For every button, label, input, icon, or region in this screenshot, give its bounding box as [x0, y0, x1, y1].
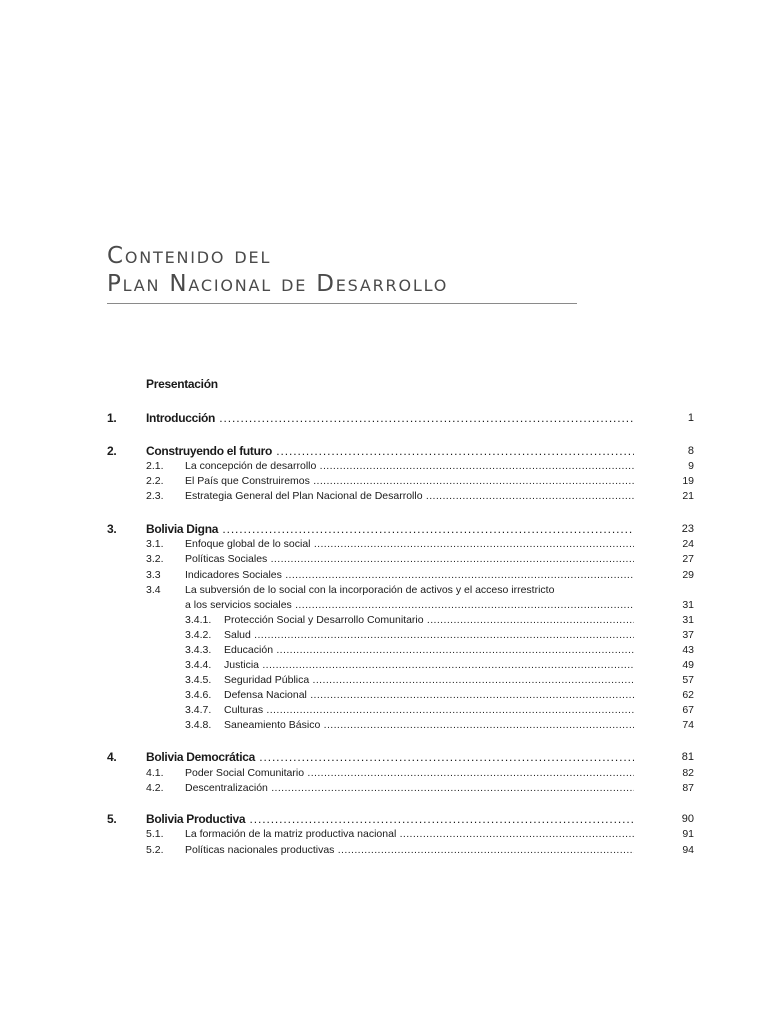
toc-entry-number: 5.: [107, 812, 117, 826]
toc-entry-title: Saneamiento Básico .....: [224, 718, 634, 733]
toc-entry-title: Bolivia Productiva .....: [146, 812, 634, 827]
toc-entry-page: 31: [682, 614, 694, 626]
toc-entry-title: Indicadores Sociales .....: [185, 568, 634, 583]
toc-entry-page: 8: [687, 445, 694, 457]
toc-entry-number: 3.4.3.: [185, 644, 212, 656]
title-line-2: Plan Nacional de Desarrollo: [107, 271, 449, 297]
toc-entry-page: 27: [682, 553, 694, 565]
toc-entry-title: La concepción de desarrollo .....: [185, 459, 634, 474]
title-line-1: Contenido del: [107, 243, 272, 269]
toc-entry-title: Bolivia Democrática .....: [146, 750, 634, 765]
toc-entry-title: Seguridad Pública .....: [224, 673, 634, 688]
toc-entry-page: 94: [682, 844, 694, 856]
toc-entry-page: 81: [681, 751, 694, 763]
toc-entry-page: 49: [682, 659, 694, 671]
toc-entry-number: 3.4.2.: [185, 629, 212, 641]
toc-entry-page: 9: [688, 460, 694, 472]
toc-entry-title: Descentralización .....: [185, 781, 634, 796]
toc-entry-number: 4.2.: [146, 782, 164, 794]
toc-entry-page: 21: [682, 490, 694, 502]
toc-entry-number: 3.4.4.: [185, 659, 212, 671]
toc-entry-title: Poder Social Comunitario .....: [185, 766, 634, 781]
toc-entry-page: 37: [682, 629, 694, 641]
toc-entry-title: a los servicios sociales .....: [185, 598, 634, 613]
toc-entry-title: Enfoque global de lo social .....: [185, 537, 634, 552]
toc-entry-page: 74: [682, 719, 694, 731]
presentacion-heading: Presentación: [146, 377, 218, 391]
toc-entry-number: 3.2.: [146, 553, 164, 565]
toc-entry-number: 5.1.: [146, 828, 164, 840]
toc-entry-number: 2.2.: [146, 475, 164, 487]
toc-entry-page: 57: [682, 674, 694, 686]
toc-entry-number: 3.3: [146, 569, 161, 581]
toc-entry-number: 3.4.1.: [185, 614, 212, 626]
toc-entry-title: Defensa Nacional .....: [224, 688, 634, 703]
toc-entry-title: Justicia .....: [224, 658, 634, 673]
toc-entry-title: El País que Construiremos .....: [185, 474, 634, 489]
toc-entry-title: Salud .....: [224, 628, 634, 643]
toc-entry-number: 3.4: [146, 584, 161, 596]
toc-entry-number: 3.4.6.: [185, 689, 212, 701]
toc-entry-title: Políticas Sociales .....: [185, 552, 634, 567]
toc-entry-title: Bolivia Digna .....: [146, 522, 634, 537]
toc-entry-number: 5.2.: [146, 844, 164, 856]
toc-entry-page: 67: [682, 704, 694, 716]
toc-entry-page: 23: [681, 523, 694, 535]
toc-entry-page: 91: [682, 828, 694, 840]
toc-entry-title: Introducción .....: [146, 411, 634, 426]
toc-entry-title: La formación de la matriz productiva nacional .....: [185, 827, 634, 842]
toc-entry-number: 1.: [107, 411, 117, 425]
toc-entry-page: 29: [682, 569, 694, 581]
toc-entry-number: 4.1.: [146, 767, 164, 779]
toc-entry-page: 1: [687, 412, 694, 424]
toc-entry-number: 4.: [107, 750, 117, 764]
toc-entry-number: 2.: [107, 444, 117, 458]
toc-entry-title: Protección Social y Desarrollo Comunitario .....: [224, 613, 634, 628]
toc-entry-page: 19: [682, 475, 694, 487]
toc-entry-page: 90: [681, 813, 694, 825]
toc-entry-title: Culturas .....: [224, 703, 634, 718]
toc-entry-title: Educación .....: [224, 643, 634, 658]
toc-entry-number: 3.1.: [146, 538, 164, 550]
toc-entry-page: 87: [682, 782, 694, 794]
toc-entry-number: 2.3.: [146, 490, 164, 502]
toc-entry-number: 3.4.7.: [185, 704, 212, 716]
toc-entry-title: Construyendo el futuro .....: [146, 444, 634, 459]
toc-entry-page: 24: [682, 538, 694, 550]
toc-entry-number: 3.: [107, 522, 117, 536]
toc-entry-page: 43: [682, 644, 694, 656]
toc-entry-number: 3.4.5.: [185, 674, 212, 686]
toc-entry-page: 82: [682, 767, 694, 779]
toc-entry-page: 62: [682, 689, 694, 701]
toc-entry-title: La subversión de lo social con la incorporación de activos y el acceso irrestricto: [185, 584, 555, 596]
toc-entry-number: 2.1.: [146, 460, 164, 472]
toc-entry-page: 31: [682, 599, 694, 611]
toc-entry-title: Políticas nacionales productivas .....: [185, 843, 634, 858]
toc-entry-number: 3.4.8.: [185, 719, 212, 731]
toc-entry-title: Estrategia General del Plan Nacional de Desarrollo .....: [185, 489, 634, 504]
